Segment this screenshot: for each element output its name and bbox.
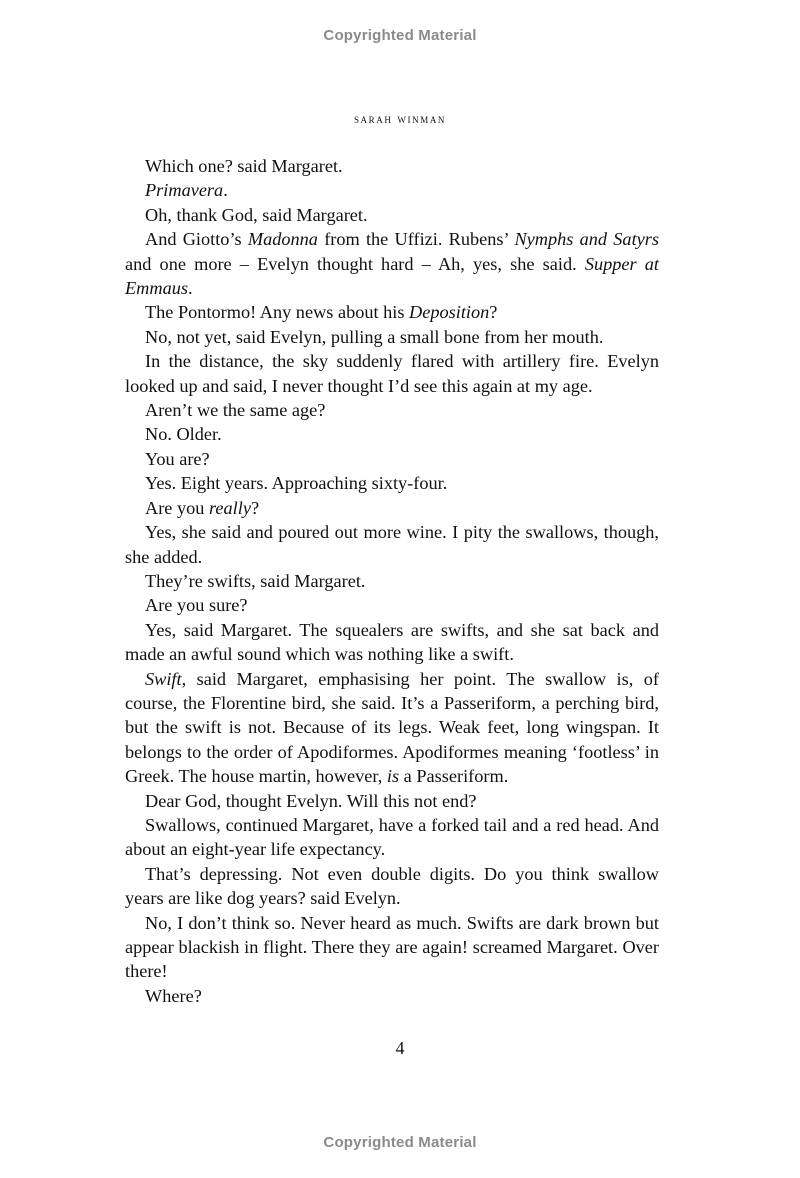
paragraph	[125, 862, 659, 911]
paragraph	[125, 300, 659, 324]
text-run: Yes, said Margaret. The squealers are swifts, and she sat back and made an awful sound which was nothing like a swift.	[125, 619, 659, 665]
paragraph	[125, 520, 659, 569]
page-number: 4	[395, 1038, 405, 1058]
paragraph	[125, 154, 659, 178]
paragraph	[125, 569, 659, 593]
text-run: , said Margaret, emphasising her point. The swallow is, of course, the Florentine bird, she said. It’s a Passeriform, a perching bird, but the swift is not. Because of its legs. Weak feet, long wingspan. It belongs to the order of Apodiformes. Apodiformes meaning ‘footless’ in Greek. The house martin, however,	[125, 668, 659, 787]
text-run: They’re swifts, said Margaret.	[145, 570, 366, 591]
text-run: Oh, thank God, said Margaret.	[145, 204, 368, 225]
paragraph	[125, 398, 659, 422]
text-run: No, not yet, said Evelyn, pulling a small bone from her mouth.	[145, 326, 604, 347]
copyright-watermark-bottom: Copyrighted Material	[323, 1134, 477, 1151]
text-run: Swallows, continued Margaret, have a forked tail and a red head. And about an eight-year life expectancy.	[125, 814, 659, 860]
paragraph	[125, 447, 659, 471]
paragraph	[125, 667, 659, 789]
text-run: Which one? said Margaret.	[145, 156, 343, 176]
text-run: No. Older.	[145, 424, 222, 445]
text-run: No, I don’t think so. Never heard as much. Swifts are dark brown but appear blackish in flight. There they are again! screamed Margaret. Over there!	[125, 912, 659, 982]
text-run: .	[187, 278, 193, 299]
body-text	[125, 154, 659, 1008]
paragraph	[125, 422, 659, 446]
paragraph	[125, 496, 659, 520]
text-run: The Pontormo! Any news about his	[145, 302, 410, 323]
paragraph	[125, 325, 659, 349]
text-run: ?	[250, 497, 260, 518]
italic-run: Nymphs and Satyrs	[514, 229, 659, 250]
paragraph	[125, 178, 659, 202]
paragraph	[125, 203, 659, 227]
running-head-author: sarah winman	[353, 111, 447, 126]
text-run: That’s depressing. Not even double digits. Do you think swallow years are like dog years? said Evelyn.	[125, 863, 659, 909]
italic-run: Swift	[145, 668, 182, 689]
paragraph	[125, 227, 659, 300]
text-run: and one more – Evelyn thought hard – Ah, yes, she said.	[125, 253, 585, 274]
text-run: Yes, she said and poured out more wine. I pity the swallows, though, she added.	[125, 522, 659, 567]
text-run: ?	[489, 302, 498, 323]
paragraph	[125, 618, 659, 667]
paragraph	[125, 349, 659, 398]
text-run: Dear God, thought Evelyn. Will this not end?	[145, 790, 477, 811]
italic-run: is	[386, 766, 400, 787]
text-run: from the Uffizi. Rubens’	[317, 229, 515, 250]
text-run: In the distance, the sky suddenly flared with artillery fire. Evelyn looked up and said, I never thought I’d see this again at my age.	[125, 351, 659, 396]
paragraph	[125, 984, 659, 1008]
text-run: .	[223, 180, 228, 201]
text-run: Aren’t we the same age?	[145, 400, 326, 421]
paragraph	[125, 593, 659, 617]
italic-run: Supper at Emmaus	[125, 253, 659, 299]
text-run: Yes. Eight years. Approaching sixty-four.	[145, 473, 448, 494]
text-run: And Giotto’s	[145, 229, 248, 250]
text-run: Are you	[145, 497, 209, 518]
copyright-watermark-top: Copyrighted Material	[323, 27, 477, 44]
text-run: a Passeriform.	[399, 766, 509, 787]
paragraph	[125, 911, 659, 984]
italic-run: really	[208, 497, 251, 518]
italic-run: Deposition	[409, 302, 490, 323]
text-run: You are?	[145, 448, 210, 469]
italic-run: Madonna	[247, 229, 318, 250]
text-run: Where?	[145, 985, 202, 1006]
italic-run: Primavera	[145, 180, 224, 201]
paragraph	[125, 789, 659, 813]
paragraph	[125, 813, 659, 862]
text-run: Are you sure?	[145, 595, 248, 616]
paragraph	[125, 471, 659, 495]
